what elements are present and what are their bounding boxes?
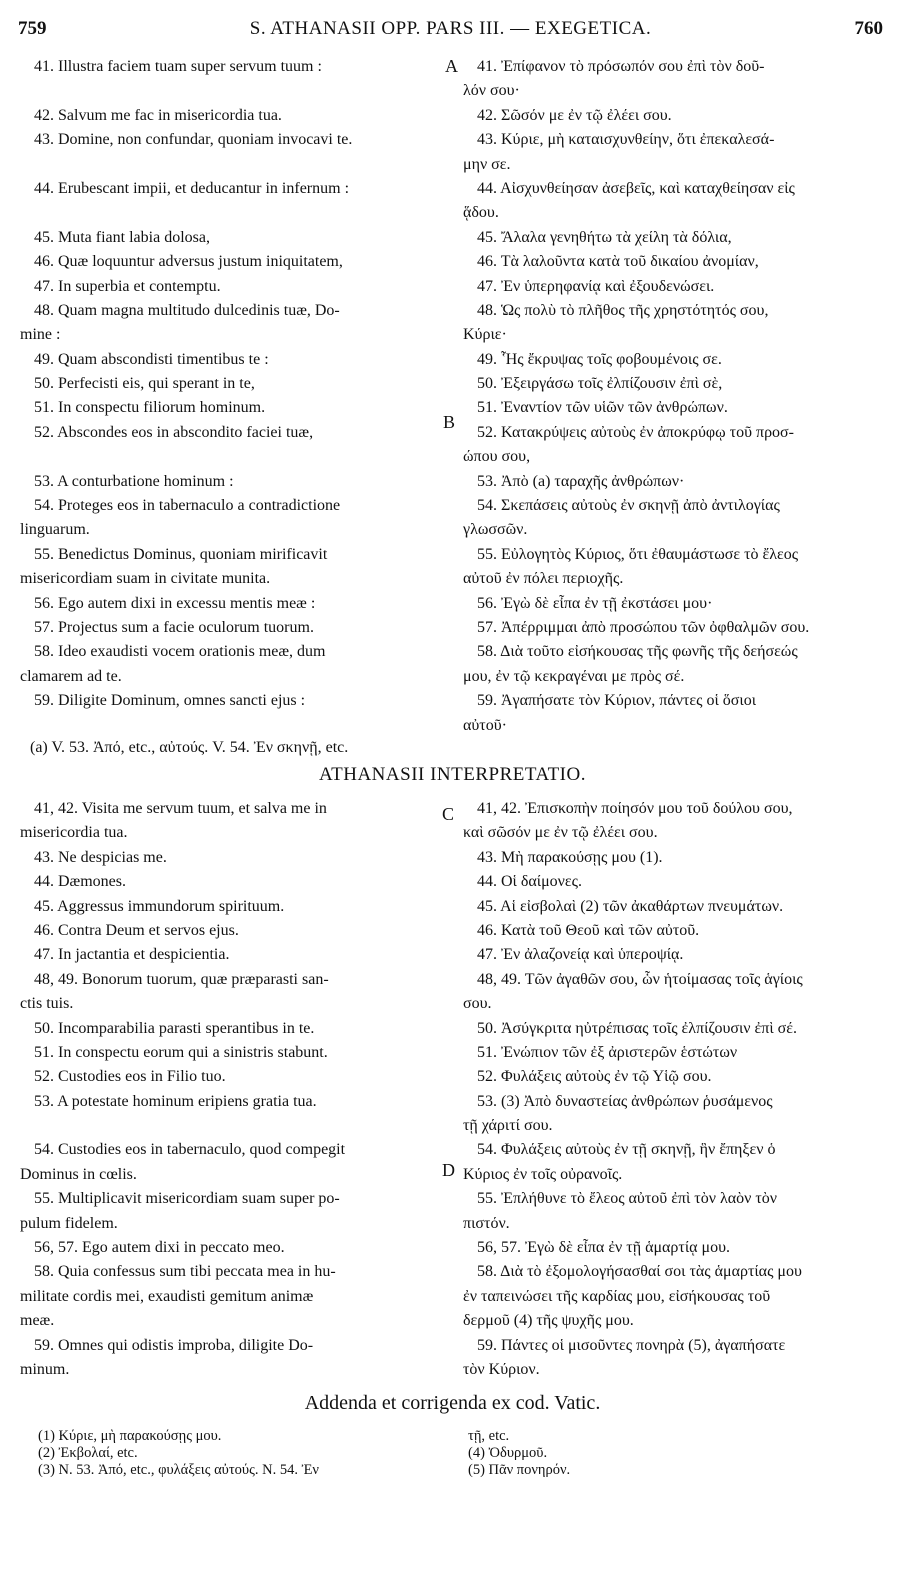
greek-interpretation-line: 55. Ἐπλήθυνε τὸ ἔλεος αὐτοῦ ἐπὶ τὸν λαὸν τὸν — [477, 1190, 777, 1208]
greek-verse-line: 52. Κατακρύψεις αὐτοὺς ἐν ἀποκρύφῳ τοῦ προσ- — [477, 423, 795, 441]
margin-letter-a: A — [445, 56, 458, 76]
greek-verse-line: 51. Ἐναντίον τῶν υἱῶν τῶν ἀνθρώπων. — [477, 399, 728, 417]
greek-interpretation-line: 51. Ἐνώπιον τῶν ἐξ ἀριστερῶν ἑστώτων — [477, 1043, 738, 1061]
running-title: S. ATHANASII OPP. PARS III. — EXEGETICA. — [249, 18, 652, 39]
latin-verse-line: 52. Abscondes eos in abscondito faciei tuæ, — [34, 423, 314, 441]
greek-verse-line: αὐτοῦ· — [463, 716, 507, 734]
latin-interpretation-line: misericordia tua. — [20, 824, 128, 842]
latin-verse-line: 49. Quam abscondisti timentibus te : — [34, 350, 269, 368]
margin-letter-c: C — [442, 804, 455, 824]
greek-verse-line: 56. Ἐγὼ δὲ εἶπα ἐν τῇ ἐκστάσει μου· — [477, 594, 713, 612]
latin-verse-line: 56. Ego autem dixi in excessu mentis meæ : — [34, 594, 316, 612]
latin-interpretation-line: Dominus in cœlis. — [20, 1165, 137, 1183]
latin-interpretation-line: 58. Quia confessus sum tibi peccata mea in hu- — [34, 1263, 336, 1281]
running-header — [18, 10, 883, 40]
latin-interpretation-line: 41, 42. Visita me servum tuum, et salva me in — [34, 800, 327, 817]
greek-verse-line: ᾅδου. — [463, 204, 499, 222]
latin-interpretation-line: 54. Custodies eos in tabernaculo, quod compegit — [34, 1141, 346, 1159]
latin-interpretation-line: 59. Omnes qui odistis improba, diligite Do- — [34, 1336, 314, 1354]
addenda-note: τῇ, etc. — [468, 1428, 510, 1444]
blank-line — [20, 1114, 438, 1138]
greek-verse-line: 46. Τὰ λαλοῦντα κατὰ τοῦ δικαίου ἀνομίαν, — [477, 253, 759, 271]
greek-verse-line: 57. Ἀπέρριμμαι ἀπὸ προσώπου τῶν ὀφθαλμῶν σου. — [477, 618, 810, 636]
addenda-note: (5) Πᾶν πονηρόν. — [468, 1462, 571, 1478]
addenda-note: (2) Ἐκβολαί, etc. — [38, 1445, 138, 1461]
latin-verse-line: linguarum. — [20, 521, 90, 539]
greek-interpretation-line: καὶ σῶσόν με ἐν τῷ ἐλέει σου. — [463, 824, 658, 842]
greek-verse-line: Κύριε· — [463, 326, 507, 344]
blank-line — [20, 153, 438, 177]
footnote-a: (a) V. 53. Ἀπό, etc., αὐτούς. V. 54. Ἐν σκηνῇ, etc. — [30, 739, 349, 756]
blank-line — [20, 79, 438, 103]
addenda-notes-left — [38, 1428, 319, 1479]
latin-verse-line: 53. A conturbatione hominum : — [34, 472, 234, 490]
addenda-heading: Addenda et corrigenda ex cod. Vatic. — [304, 1392, 601, 1414]
latin-verse-line: 43. Domine, non confundar, quoniam invocavi te. — [34, 131, 353, 149]
greek-interpretation-line: 54. Φυλάξεις αὐτοὺς ἐν τῇ σκηνῇ, ἣν ἔπηξεν ὁ — [477, 1141, 776, 1159]
latin-interpretation-line: 44. Dæmones. — [34, 873, 126, 891]
greek-verse-line: 47. Ἐν ὑπερηφανίᾳ καὶ ἐξουδενώσει. — [477, 277, 715, 295]
greek-interpretation-line: 52. Φυλάξεις αὐτοὺς ἐν τῷ Υἱῷ σου. — [477, 1068, 712, 1086]
greek-interpretation-line: 58. Διὰ τὸ ἐξομολογήσασθαί σοι τὰς ἁμαρτίας μου — [477, 1263, 802, 1281]
page-number-right: 760 — [854, 18, 883, 39]
latin-interpretation-line: meæ. — [20, 1312, 55, 1330]
latin-interpretation-line: ctis tuis. — [20, 995, 74, 1013]
addenda-notes-right — [468, 1428, 570, 1479]
latin-interpretation-line: minum. — [20, 1360, 70, 1378]
latin-interpretation-line: 51. In conspectu eorum qui a sinistris stabunt. — [34, 1043, 328, 1061]
greek-interpretation-line: τὸν Κύριον. — [463, 1360, 540, 1378]
greek-interpretation-line: δερμοῦ (4) τῆς ψυχῆς μου. — [463, 1312, 634, 1330]
latin-verse-line: 47. In superbia et contemptu. — [34, 277, 221, 295]
page-number-left: 759 — [18, 18, 47, 39]
latin-verse-line: 51. In conspectu filiorum hominum. — [34, 399, 266, 417]
greek-interpretation-line: 41, 42. Ἐπισκοπὴν ποίησόν μου τοῦ δούλου σου, — [477, 800, 793, 817]
latin-verse-line: 44. Erubescant impii, et deducantur in infernum : — [34, 179, 350, 197]
greek-verse-line: 55. Εὐλογητὸς Κύριος, ὅτι ἐθαυμάστωσε τὸ ἔλεος — [477, 545, 799, 563]
latin-verse-line: 59. Diligite Dominum, omnes sancti ejus : — [34, 692, 306, 710]
latin-verse-line: 45. Muta fiant labia dolosa, — [34, 228, 210, 246]
section2-latin-column — [20, 797, 438, 1382]
greek-verse-line: 48. Ὡς πολὺ τὸ πλῆθος τῆς χρηστότητός σου, — [477, 301, 769, 319]
greek-interpretation-line: 45. Αἱ εἰσβολαὶ (2) τῶν ἀκαθάρτων πνευμάτων. — [477, 897, 784, 915]
section1-greek-column — [463, 55, 883, 738]
section2-greek-column — [463, 797, 883, 1382]
interpretatio-heading: ATHANASII INTERPRETATIO. — [319, 764, 586, 785]
blank-line — [20, 445, 438, 469]
greek-verse-line: 42. Σῶσόν με ἐν τῷ ἐλέει σου. — [477, 106, 672, 124]
latin-interpretation-line: 48, 49. Bonorum tuorum, quæ præparasti san- — [34, 970, 329, 988]
greek-verse-line: ώπου σου, — [463, 448, 531, 466]
greek-interpretation-line: πιστόν. — [463, 1214, 510, 1232]
latin-verse-line: mine : — [20, 326, 61, 344]
greek-verse-line: γλωσσῶν. — [463, 521, 528, 539]
greek-verse-line: 41. Ἐπίφανον τὸ πρόσωπόν σου ἐπὶ τὸν δοῦ- — [477, 58, 765, 75]
latin-verse-line: 55. Benedictus Dominus, quoniam mirificavit — [34, 545, 328, 563]
addenda-note: (4) Ὀδυρμοῦ. — [468, 1445, 548, 1461]
greek-interpretation-line: 50. Ἀσύγκριτα ηὐτρέπισας τοῖς ἐλπίζουσιν ἐπὶ σέ. — [477, 1019, 797, 1037]
margin-letter-b: B — [443, 412, 456, 432]
latin-interpretation-line: militate cordis mei, exaudisti gemitum animæ — [20, 1287, 314, 1305]
greek-interpretation-line: 59. Πάντες οἱ μισοῦντες πονηρὰ (5), ἀγαπήσατε — [477, 1336, 786, 1354]
addenda-note: (3) N. 53. Ἀπό, etc., φυλάξεις αὐτούς. N. 54. Ἐν — [38, 1462, 319, 1478]
greek-verse-line: 44. Αἰσχυνθείησαν ἀσεβεῖς, καὶ καταχθείησαν εἰς — [477, 179, 795, 197]
latin-verse-line: 57. Projectus sum a facie oculorum tuorum. — [34, 618, 314, 636]
latin-verse-line: 41. Illustra faciem tuam super servum tuum : — [34, 58, 322, 75]
latin-verse-line: clamarem ad te. — [20, 667, 122, 685]
latin-interpretation-line: 55. Multiplicavit misericordiam suam super po- — [34, 1190, 340, 1208]
greek-verse-line: αὐτοῦ ἐν πόλει περιοχῆς. — [463, 570, 624, 588]
latin-verse-line: misericordiam suam in civitate munita. — [20, 570, 271, 588]
latin-interpretation-line: 56, 57. Ego autem dixi in peccato meo. — [34, 1239, 285, 1257]
greek-verse-line: 50. Ἐξειργάσω τοῖς ἐλπίζουσιν ἐπὶ σὲ, — [477, 375, 723, 393]
latin-interpretation-line: 43. Ne despicias me. — [34, 848, 167, 866]
greek-verse-line: λόν σου· — [463, 82, 520, 100]
latin-verse-line: 58. Ideo exaudisti vocem orationis meæ, dum — [34, 643, 326, 661]
greek-interpretation-line: 53. (3) Ἀπὸ δυναστείας ἀνθρώπων ῥυσάμενος — [477, 1092, 773, 1110]
greek-verse-line: 49. Ἧς ἔκρυψας τοῖς φοβουμένοις σε. — [477, 350, 722, 368]
greek-verse-line: 45. Ἄλαλα γενηθήτω τὰ χείλη τὰ δόλια, — [477, 228, 732, 246]
greek-interpretation-line: 56, 57. Ἐγὼ δὲ εἶπα ἐν τῇ ἁμαρτίᾳ μου. — [477, 1239, 731, 1257]
latin-interpretation-line: 45. Aggressus immundorum spirituum. — [34, 897, 285, 915]
margin-letter-d: D — [442, 1160, 455, 1180]
greek-verse-line: 43. Κύριε, μὴ καταισχυνθείην, ὅτι ἐπεκαλεσά- — [477, 131, 775, 149]
greek-interpretation-line: 48, 49. Τῶν ἀγαθῶν σου, ὧν ἡτοίμασας τοῖς ἁγίοις — [477, 970, 803, 988]
latin-verse-line: 46. Quæ loquuntur adversus justum iniquitatem, — [34, 253, 343, 271]
greek-interpretation-line: 46. Κατὰ τοῦ Θεοῦ καὶ τῶν αὐτοῦ. — [477, 921, 700, 939]
latin-verse-line: 50. Perfecisti eis, qui sperant in te, — [34, 375, 255, 393]
latin-verse-line: 54. Proteges eos in tabernaculo a contradictione — [34, 497, 341, 515]
greek-interpretation-line: 43. Μὴ παρακούσῃς μου (1). — [477, 848, 663, 866]
latin-interpretation-line: 50. Incomparabilia parasti sperantibus in te. — [34, 1019, 315, 1037]
greek-interpretation-line: 47. Ἐν ἀλαζονείᾳ καὶ ὑπεροψίᾳ. — [477, 946, 684, 964]
latin-verse-line: 42. Salvum me fac in misericordia tua. — [34, 106, 282, 124]
greek-verse-line: 54. Σκεπάσεις αὐτοὺς ἐν σκηνῇ ἀπὸ ἀντιλογίας — [477, 497, 780, 515]
greek-verse-line: μου, ἐν τῷ κεκραγέναι με πρὸς σέ. — [463, 667, 685, 685]
addenda-note: (1) Κύριε, μὴ παρακούσῃς μου. — [38, 1428, 222, 1444]
latin-interpretation-line: 52. Custodies eos in Filio tuo. — [34, 1068, 226, 1086]
greek-verse-line: 59. Ἀγαπήσατε τὸν Κύριον, πάντες οἱ ὅσιοι — [477, 692, 756, 710]
greek-interpretation-line: τῇ χάριτί σου. — [463, 1117, 553, 1135]
latin-verse-line: 48. Quam magna multitudo dulcedinis tuæ, Do- — [34, 301, 340, 319]
latin-interpretation-line: 53. A potestate hominum eripiens gratia tua. — [34, 1092, 317, 1110]
greek-interpretation-line: 44. Οἱ δαίμονες. — [477, 873, 582, 891]
latin-interpretation-line: pulum fidelem. — [20, 1214, 118, 1232]
latin-interpretation-line: 47. In jactantia et despicientia. — [34, 946, 230, 964]
section1-latin-column — [20, 55, 438, 714]
greek-interpretation-line: ἐν ταπεινώσει τῆς καρδίας μου, εἰσήκουσας τοῦ — [463, 1287, 771, 1305]
latin-interpretation-line: 46. Contra Deum et servos ejus. — [34, 921, 239, 939]
greek-verse-line: μην σε. — [463, 155, 511, 173]
blank-line — [20, 201, 438, 225]
greek-interpretation-line: σου. — [463, 995, 492, 1013]
greek-verse-line: 53. Ἀπὸ (a) ταραχῆς ἀνθρώπων· — [477, 472, 685, 490]
greek-verse-line: 58. Διὰ τοῦτο εἰσήκουσας τῆς φωνῆς τῆς δεήσεώς — [477, 643, 798, 661]
greek-interpretation-line: Κύριος ἐν τοῖς οὐρανοῖς. — [463, 1165, 623, 1183]
